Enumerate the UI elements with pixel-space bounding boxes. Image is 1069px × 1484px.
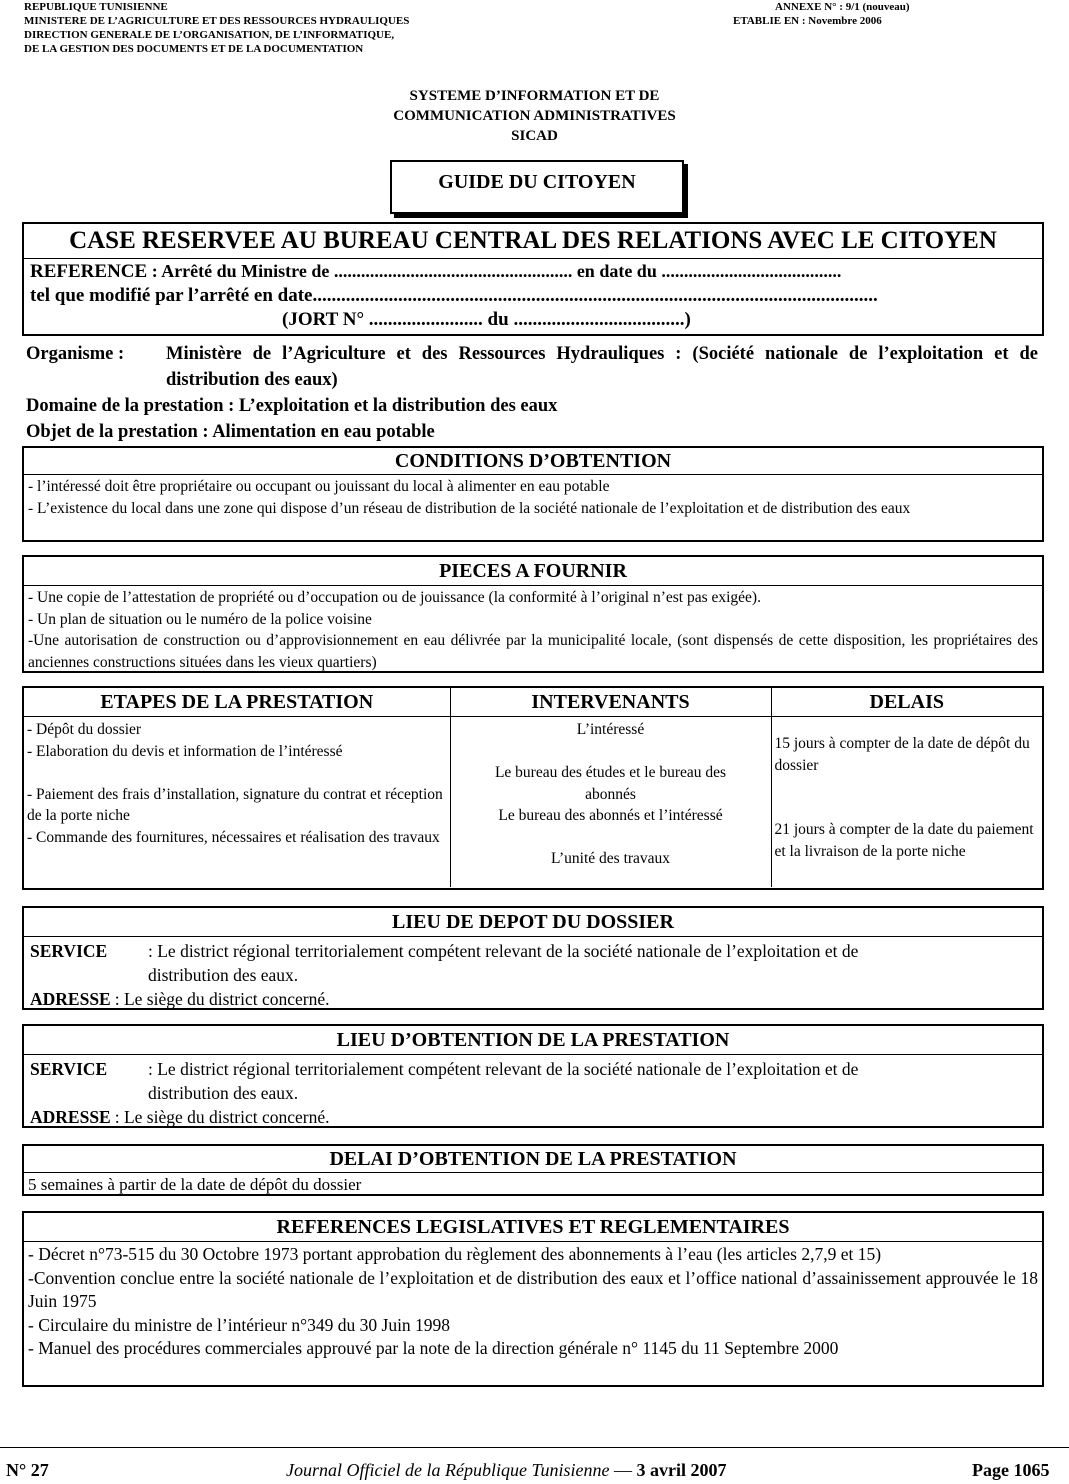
col-header-etapes: ETAPES DE LA PRESTATION	[24, 688, 450, 717]
delai-item: 15 jours à compter de la date de dépôt du dossier	[774, 735, 1030, 774]
etape-item: - Paiement des frais d’installation, signature du contrat et réception de la porte niche	[27, 785, 443, 824]
organisme-text: Ministère de l’Agriculture et des Ressources Hydrauliques : (Société nationale de l’exploitation et de distribution des eaux)	[166, 344, 1038, 390]
footer-number: N° 27	[6, 1460, 49, 1480]
list-item: - Décret n°73-515 du 30 Octobre 1973 portant approbation du règlement des abonnements à l’eau (les articles 2,7,9 et 15)	[28, 1244, 882, 1264]
list-item: - l’intéressé doit être propriétaire ou occupant ou jouissant du local à alimenter en eau potable	[28, 478, 610, 495]
service-label: SERVICE	[30, 1059, 108, 1079]
etapes-box	[22, 686, 1044, 890]
etapes-table	[24, 688, 1042, 887]
journal-dash: —	[609, 1460, 637, 1480]
service-label: SERVICE	[30, 941, 108, 961]
adresse-label: ADRESSE	[30, 989, 111, 1009]
etablie-date: ETABLIE EN : Novembre 2006	[733, 15, 882, 27]
etapes-cell	[24, 717, 450, 888]
header-line: DE LA GESTION DES DOCUMENTS ET DE LA DOCUMENTATION	[24, 43, 364, 55]
conditions-title: CONDITIONS D’OBTENTION	[24, 448, 1042, 475]
service-text-cont: distribution des eaux.	[148, 1083, 299, 1103]
spacer	[454, 741, 768, 763]
adresse-text: : Le siège du district concerné.	[114, 1107, 330, 1127]
adresse-row	[30, 1105, 1036, 1129]
delai-title: DELAI D’OBTENTION DE LA PRESTATION	[24, 1146, 1042, 1173]
lieu-depot-box	[22, 906, 1044, 1010]
header-line: DIRECTION GENERALE DE L’ORGANISATION, DE L’INFORMATIQUE,	[24, 29, 395, 41]
case-reservee-box	[22, 222, 1044, 336]
service-row	[30, 1057, 1036, 1081]
delai-item: 21 jours à compter de la date du paiement et la livraison de la porte niche	[774, 821, 1034, 860]
footer-divider	[0, 1447, 1069, 1448]
intervenant-item: Le bureau des abonnés et l’intéressé	[498, 807, 723, 824]
delai-box	[22, 1144, 1044, 1196]
references-title: REFERENCES LEGISLATIVES ET REGLEMENTAIRES	[24, 1213, 1042, 1242]
journal-title: Journal Officiel de la République Tunisienne	[286, 1460, 610, 1480]
list-item: - L’existence du local dans une zone qui dispose d’un réseau de distribution de la société nationale de l’exploitation et de distribution des eaux	[28, 499, 911, 517]
lieu-depot-body	[24, 937, 1042, 1011]
intervenant-item: Le bureau des études et le bureau des abonnés	[494, 764, 727, 803]
reference-line-1	[24, 259, 1042, 284]
delai-text: 5 semaines à partir de la date de dépôt du dossier	[28, 1175, 362, 1194]
footer-page: Page 1065	[972, 1460, 1050, 1480]
pieces-title: PIECES A FOURNIR	[24, 557, 1042, 586]
system-title	[0, 86, 1069, 146]
intervenant-item: L’unité des travaux	[550, 850, 671, 867]
spacer	[454, 827, 768, 849]
service-row	[30, 939, 1036, 963]
references-box	[22, 1211, 1044, 1387]
lieu-depot-title: LIEU DE DEPOT DU DOSSIER	[24, 908, 1042, 937]
adresse-row	[30, 987, 1036, 1011]
table-header-row	[24, 688, 1042, 717]
conditions-box	[22, 446, 1044, 542]
intervenants-cell	[450, 717, 771, 888]
adresse-label: ADRESSE	[30, 1107, 111, 1127]
system-title-line: SICAD	[511, 128, 558, 144]
reference-line-2: tel que modifié par l’arrêté en date.......................................................................................................................	[30, 285, 878, 306]
journal-date: 3 avril 2007	[636, 1460, 727, 1480]
etape-item: - Elaboration du devis et information de l’intéressé	[27, 742, 343, 760]
intervenant-item: L’intéressé	[576, 721, 645, 738]
reference-label: REFERENCE	[30, 261, 148, 282]
header-line: REPUBLIQUE TUNISIENNE	[24, 1, 168, 13]
lieu-obtention-body	[24, 1055, 1042, 1129]
service-text-cont: distribution des eaux.	[148, 965, 299, 985]
spacer	[775, 776, 1040, 819]
organisme-label: Organisme :	[26, 344, 125, 364]
reference-line-3: (JORT N° ........................ du ....................................)	[282, 309, 691, 330]
header-line: MINISTERE DE L’AGRICULTURE ET DES RESSOURCES HYDRAULIQUES	[24, 15, 410, 27]
lieu-obtention-title: LIEU D’OBTENTION DE LA PRESTATION	[24, 1026, 1042, 1055]
list-item: - Manuel des procédures commerciales approuvé par la note de la direction générale n° 1145 du 11 Septembre 2000	[28, 1338, 839, 1358]
list-item: -Convention conclue entre la société nationale de l’exploitation et de distribution des eaux et l’office national d’assainissement approuvée le 18 Juin 1975	[28, 1267, 1038, 1311]
delais-cell	[771, 717, 1042, 888]
etape-item: - Commande des fournitures, nécessaires et réalisation des travaux	[27, 828, 440, 846]
domaine: Domaine de la prestation : L’exploitation et la distribution des eaux	[26, 396, 558, 416]
organisme	[26, 341, 1038, 393]
header-left	[24, 0, 409, 56]
etape-item: - Dépôt du dossier	[27, 721, 142, 738]
system-title-line: COMMUNICATION ADMINISTRATIVES	[393, 108, 676, 124]
list-item: -Une autorisation de construction ou d’approvisionnement en eau délivrée par la municipalité locale, (sont dispensés de cette disposition, les propriétaires des anciennes constructions situées dans les vieux quartiers)	[28, 632, 1038, 671]
col-header-intervenants: INTERVENANTS	[450, 688, 771, 717]
guide-title: GUIDE DU CITOYEN	[438, 171, 636, 193]
adresse-text: : Le siège du district concerné.	[114, 989, 330, 1009]
table-row	[24, 717, 1042, 888]
list-item: - Un plan de situation ou le numéro de la police voisine	[28, 610, 372, 628]
pieces-body	[24, 586, 1042, 673]
col-header-delais: DELAIS	[771, 688, 1042, 717]
spacer	[775, 719, 1040, 733]
list-item: - Une copie de l’attestation de propriété ou d’occupation ou de jouissance (la conformité à l’original n’est pas exigée).	[28, 589, 761, 606]
pieces-box	[22, 555, 1044, 673]
header-right	[733, 0, 910, 28]
lieu-obtention-box	[22, 1024, 1044, 1128]
objet: Objet de la prestation : Alimentation en eau potable	[26, 422, 435, 442]
references-body	[24, 1242, 1042, 1361]
case-title: CASE RESERVEE AU BUREAU CENTRAL DES RELATIONS AVEC LE CITOYEN	[24, 224, 1042, 259]
reference-text: : Arrêté du Ministre de ..................................................... en date du ........................................	[147, 261, 842, 281]
spacer	[27, 762, 447, 784]
footer-journal	[286, 1458, 726, 1482]
system-title-line: SYSTEME D’INFORMATION ET DE	[409, 88, 660, 104]
list-item: - Circulaire du ministre de l’intérieur n°349 du 30 Juin 1998	[28, 1314, 451, 1335]
guide-title-box	[390, 160, 684, 214]
service-text: : Le district régional territorialement compétent relevant de la société nationale de l’exploitation et de	[148, 1059, 859, 1079]
conditions-body	[24, 475, 1042, 519]
annexe-number: ANNEXE N° : 9/1 (nouveau)	[775, 1, 910, 13]
service-text: : Le district régional territorialement compétent relevant de la société nationale de l’exploitation et de	[148, 941, 859, 961]
